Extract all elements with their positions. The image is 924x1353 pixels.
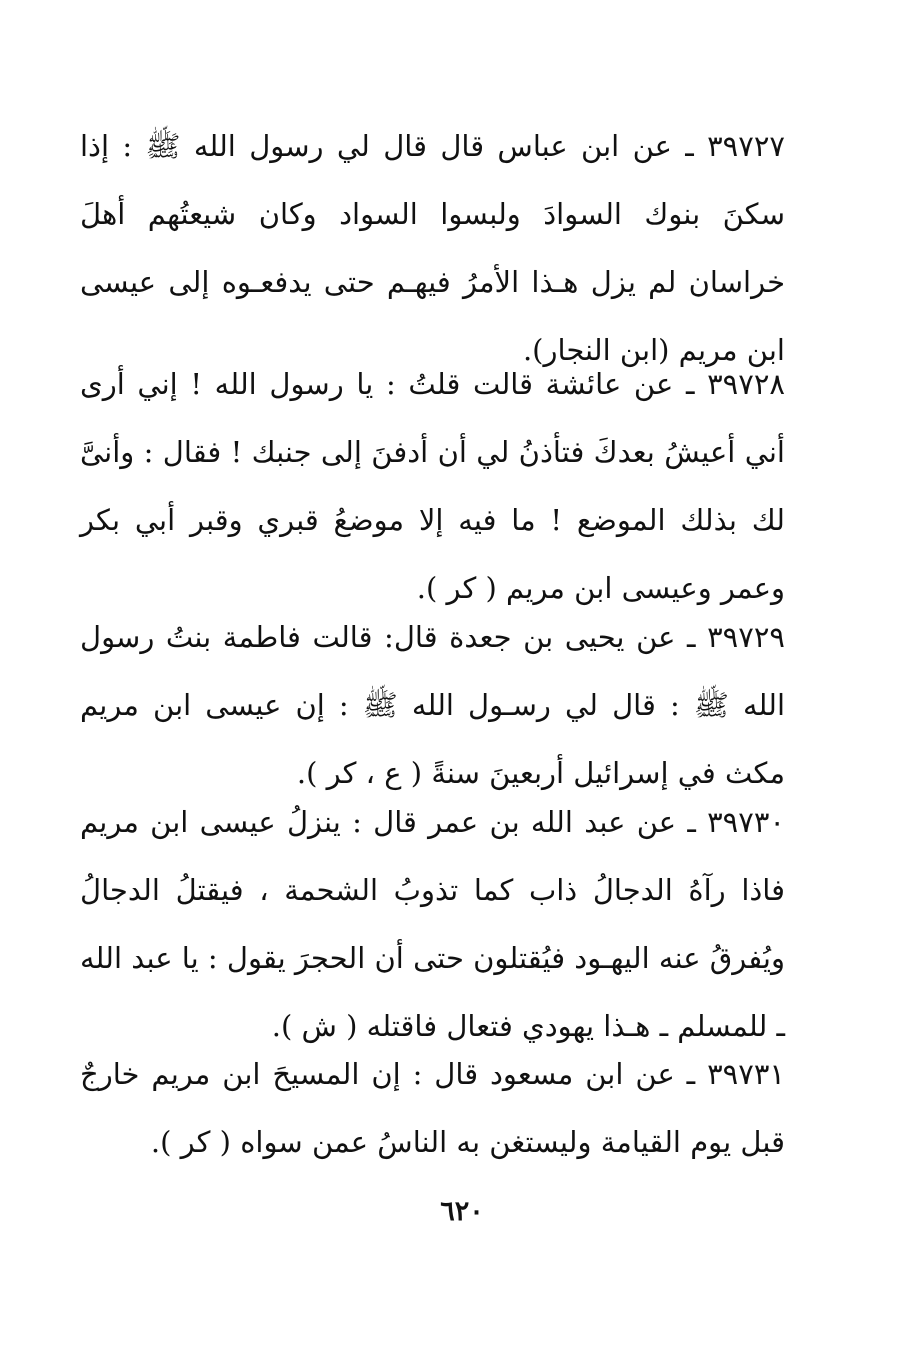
hadith-39730: ٣٩٧٣٠ ـ عن عبد الله بن عمر قال : ينزلُ عيسى ابن مريم فاذا رآهُ الدجالُ ذاب كما تذوبُ الشحمة ، فيقتلُ الدجالُ ويُفرقُ عنه اليهـود فيُقتلون حتى أن الحجرَ يقول : يا عبد الله ـ للمسلم ـ هـذا يهودي فتعال فاقتله ( ش ). [80,805,785,1043]
hadith-39731: ٣٩٧٣١ ـ عن ابن مسعود قال : إن المسيحَ ابن مريم خارجٌ قبل يوم القيامة وليستغن به الناسُ عمن سواه ( كر ). [80,1057,785,1159]
hadith-39727: ٣٩٧٢٧ ـ عن ابن عباس قال قال لي رسول الله ﷺ : إذا سكنَ بنوك السوادَ ولبسوا السواد وكان شيعتُهم أهلَ خراسان لم يزل هـذا الأمرُ فيهـم حتى يدفعـوه إلى عيسى ابن مريم (ابن النجار). [80,129,785,367]
page-number: ٦٢٠ [440,1196,484,1227]
hadith-39728: ٣٩٧٢٨ ـ عن عائشة قالت قلتُ : يا رسول الله ! إني أرى أني أعيشُ بعدكَ فتأذنُ لي أن أدفنَ إلى جنبك ! فقال : وأنىَّ لك بذلك الموضع ! ما فيه إلا موضعُ قبري وقبر أبي بكر وعمر وعيسى ابن مريم ( كر ). [80,367,785,605]
hadith-39729: ٣٩٧٢٩ ـ عن يحيى بن جعدة قال: قالت فاطمة بنتُ رسول الله ﷺ : قال لي رسـول الله ﷺ : إن عيسى ابن مريم مكث في إسرائيل أربعينَ سنةً ( ع ، كر ). [80,620,785,790]
